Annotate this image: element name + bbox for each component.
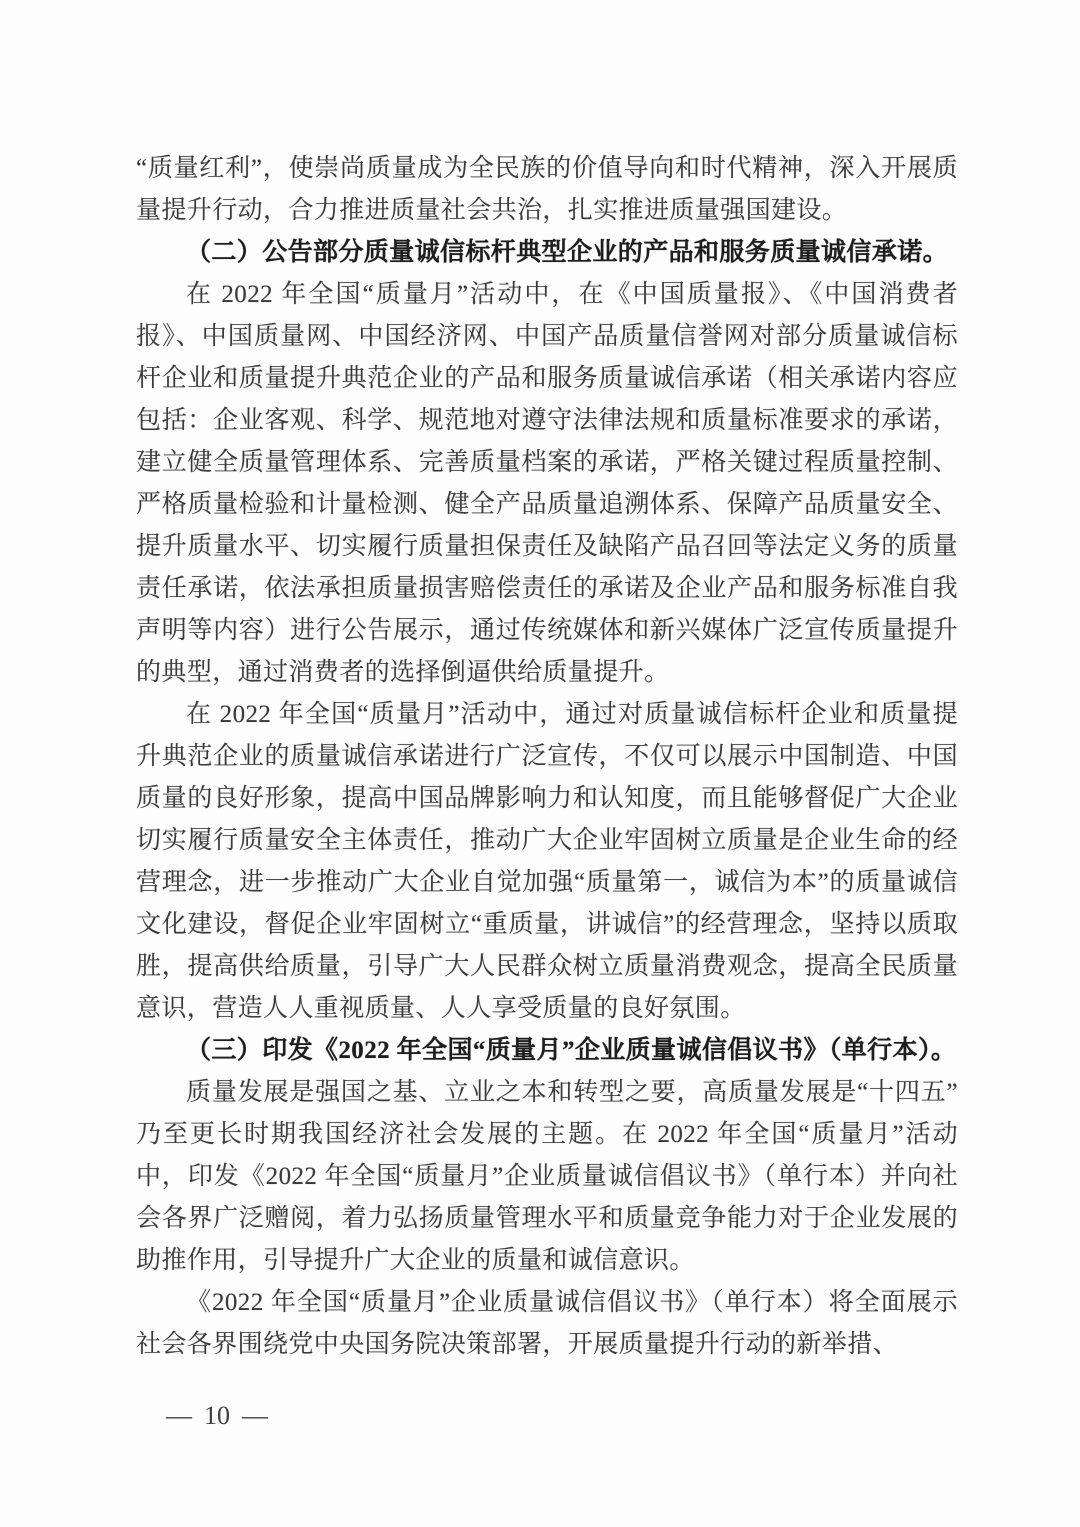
- paragraph-quality-month-publicity: 在 2022 年全国“质量月”活动中，通过对质量诚信标杆企业和质量提升典范企业的质量诚信承诺进行广泛宣传，不仅可以展示中国制造、中国质量的良好形象，提高中国品牌影响力和认知度，而且能够督促广大企业切实履行质量安全主体责任，推动广大企业牢固树立质量是企业生命的经营理念，进一步推动广大企业自觉加强“质量第一，诚信为本”的质量诚信文化建设，督促企业牢固树立“重质量，讲诚信”的经营理念，坚持以质取胜，提高供给质量，引导广大人民群众树立质量消费观念，提高全民质量意识，营造人人重视质量、人人享受质量的良好氛围。: [136, 701, 958, 1022]
- section-heading-three: （三）印发《2022 年全国“质量月”企业质量诚信倡议书》（单行本）。: [186, 1037, 957, 1064]
- page-footer: [166, 1396, 268, 1436]
- page-number: 10: [204, 1401, 230, 1430]
- document-body: [136, 148, 958, 1366]
- footer-right-dash: —: [242, 1401, 268, 1430]
- footer-left-dash: —: [166, 1401, 192, 1430]
- paragraph-quality-month-announcement: 在 2022 年全国“质量月”活动中，在《中国质量报》、《中国消费者报》、中国质量网、中国经济网、中国产品质量信誉网对部分质量诚信标杆企业和质量提升典范企业的产品和服务质量诚信承诺（相关承诺内容应包括：企业客观、科学、规范地对遵守法律法规和质量标准要求的承诺，建立健全质量管理体系、完善质量档案的承诺，严格关键过程质量控制、严格质量检验和计量检测、健全产品质量追溯体系、保障产品质量安全、提升质量水平、切实履行质量担保责任及缺陷产品召回等法定义务的质量责任承诺，依法承担质量损害赔偿责任的承诺及企业产品和服务标准自我声明等内容）进行公告展示，通过传统媒体和新兴媒体广泛宣传质量提升的典型，通过消费者的选择倒逼供给质量提升。: [136, 281, 958, 686]
- section-heading-two: （二）公告部分质量诚信标杆典型企业的产品和服务质量诚信承诺。: [186, 239, 949, 266]
- paragraph-proposal-booklet: 《2022 年全国“质量月”企业质量诚信倡议书》（单行本）将全面展示社会各界围绕党中央国务院决策部署，开展质量提升行动的新举措、: [136, 1289, 958, 1358]
- paragraph-quality-development: 质量发展是强国之基、立业之本和转型之要，高质量发展是“十四五”乃至更长时期我国经济社会发展的主题。在 2022 年全国“质量月”活动中，印发《2022 年全国“质量月”企业质量诚信倡议书》（单行本）并向社会各界广泛赠阅，着力弘扬质量管理水平和质量竞争能力对于企业发展的助推作用，引导提升广大企业的质量和诚信意识。: [136, 1079, 958, 1274]
- paragraph-continuation: “质量红利”，使崇尚质量成为全民族的价值导向和时代精神，深入开展质量提升行动，合力推进质量社会共治，扎实推进质量强国建设。: [136, 155, 958, 224]
